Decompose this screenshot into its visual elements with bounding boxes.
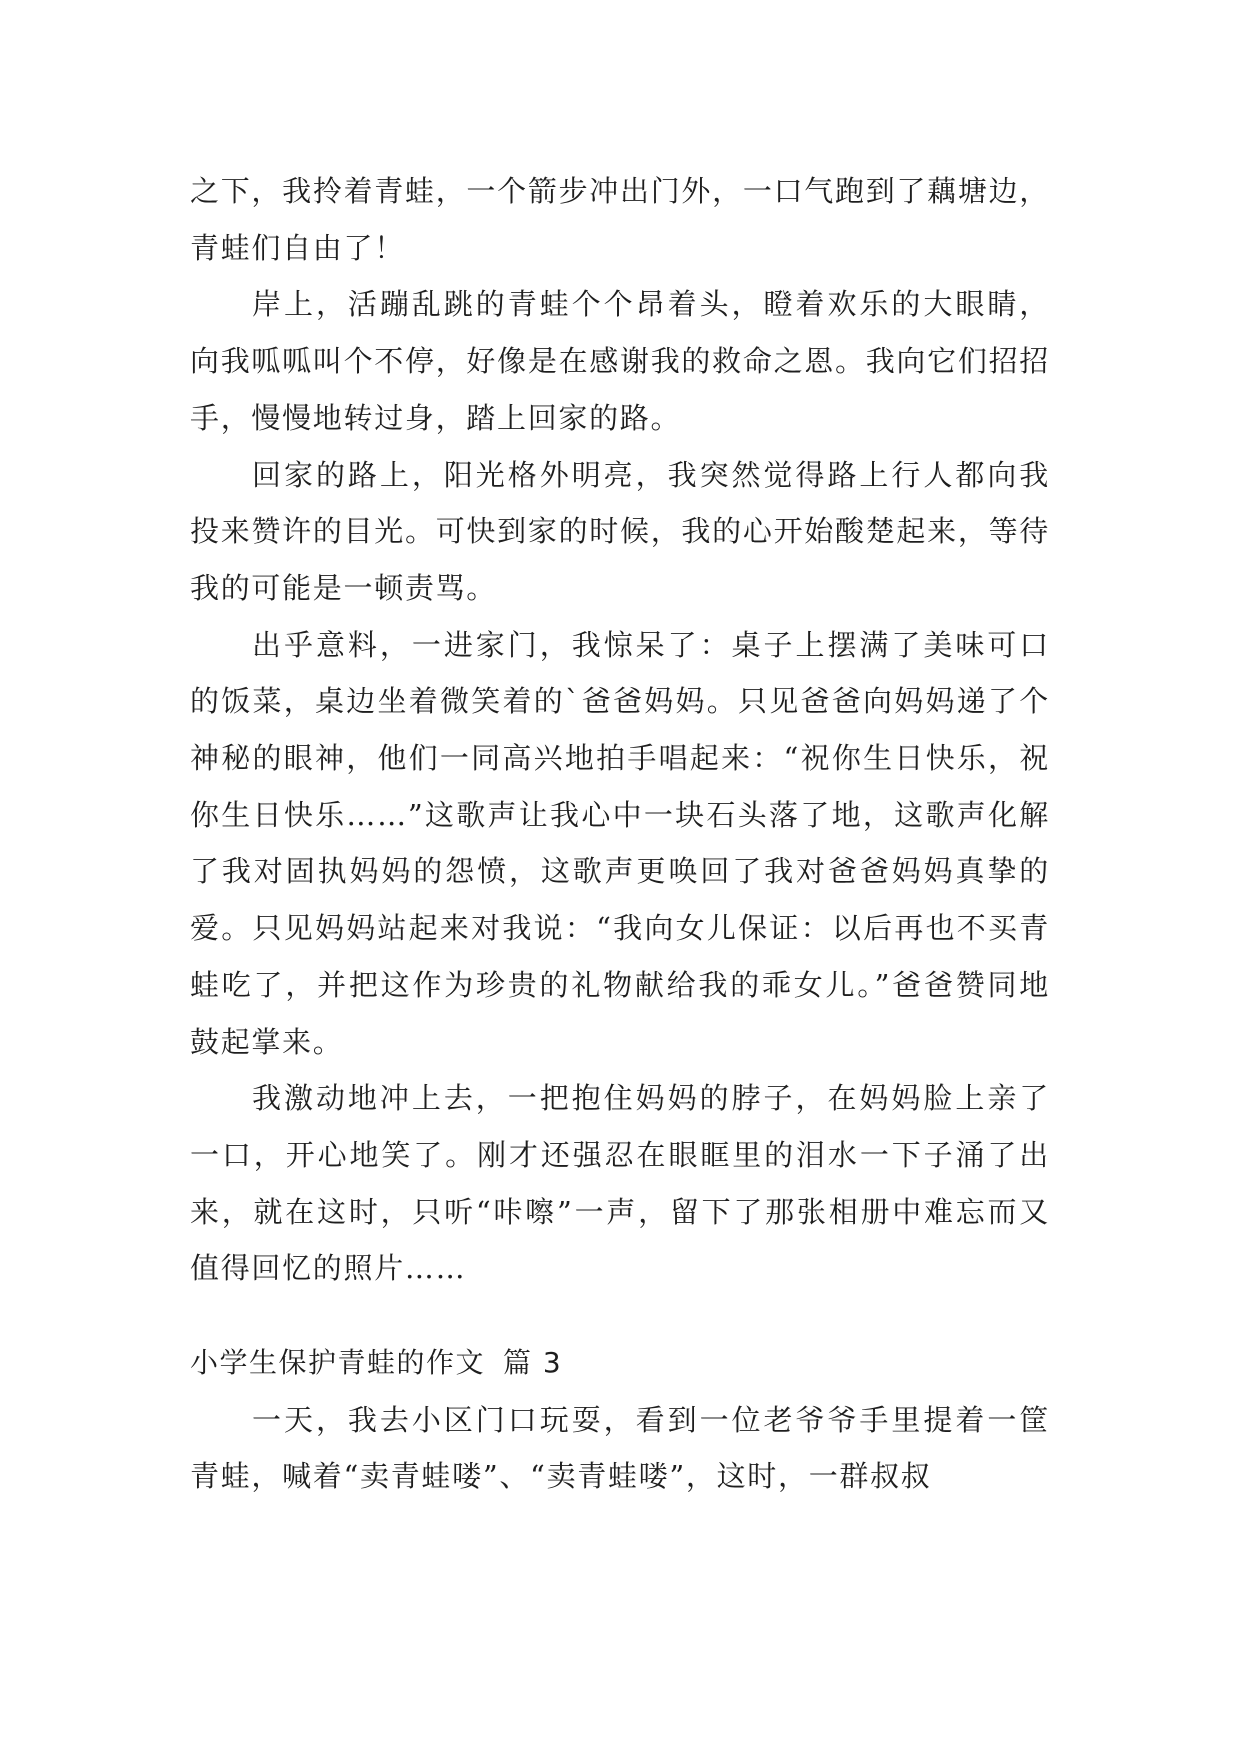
paragraph-hug: 我激动地冲上去，一把抱住妈妈的脖子，在妈妈脸上亲了一口，开心地笑了。刚才还强忍在眼眶里的泪水一下子涌了出来，就在这时，只听“咔嚓”一声，留下了那张相册中难忘而又值得回忆的照片…… — [190, 1081, 1050, 1286]
section-title-part: 篇 3 — [503, 1346, 563, 1380]
paragraph-continued: 之下，我拎着青蛙，一个箭步冲出门外，一口气跑到了藕塘边，青蛙们自由了！ — [190, 174, 1050, 265]
section-title-main: 小学生保护青蛙的作文 — [190, 1346, 486, 1380]
paragraph-shore: 岸上，活蹦乱跳的青蛙个个昂着头，瞪着欢乐的大眼睛，向我呱呱叫个不停，好像是在感谢我的救命之恩。我向它们招招手，慢慢地转过身，踏上回家的路。 — [190, 287, 1050, 435]
paragraph-section3-start: 一天，我去小区门口玩耍，看到一位老爷爷手里提着一筐青蛙，喊着“卖青蛙喽”、“卖青蛙喽”，这时，一群叔叔 — [190, 1402, 1050, 1494]
document-body — [190, 163, 1050, 1505]
paragraph-surprise: 出乎意料，一进家门，我惊呆了：桌子上摆满了美味可口的饭菜，桌边坐着微笑着的`爸爸妈妈。只见爸爸向妈妈递了个神秘的眼神，他们一同高兴地拍手唱起来：“祝你生日快乐，祝你生日快乐……”这歌声让我心中一块石头落了地，这歌声化解了我对固执妈妈的怨愤，这歌声更唤回了我对爸爸妈妈真挚的爱。只见妈妈站起来对我说：“我向女儿保证：以后再也不买青蛙吃了，并把这作为珍贵的礼物献给我的乖女儿。”爸爸赞同地鼓起掌来。 — [190, 627, 1050, 1059]
paragraph-way-home: 回家的路上，阳光格外明亮，我突然觉得路上行人都向我投来赞许的目光。可快到家的时候，我的心开始酸楚起来，等待我的可能是一顿责骂。 — [190, 457, 1050, 605]
section-title — [190, 1335, 1050, 1392]
